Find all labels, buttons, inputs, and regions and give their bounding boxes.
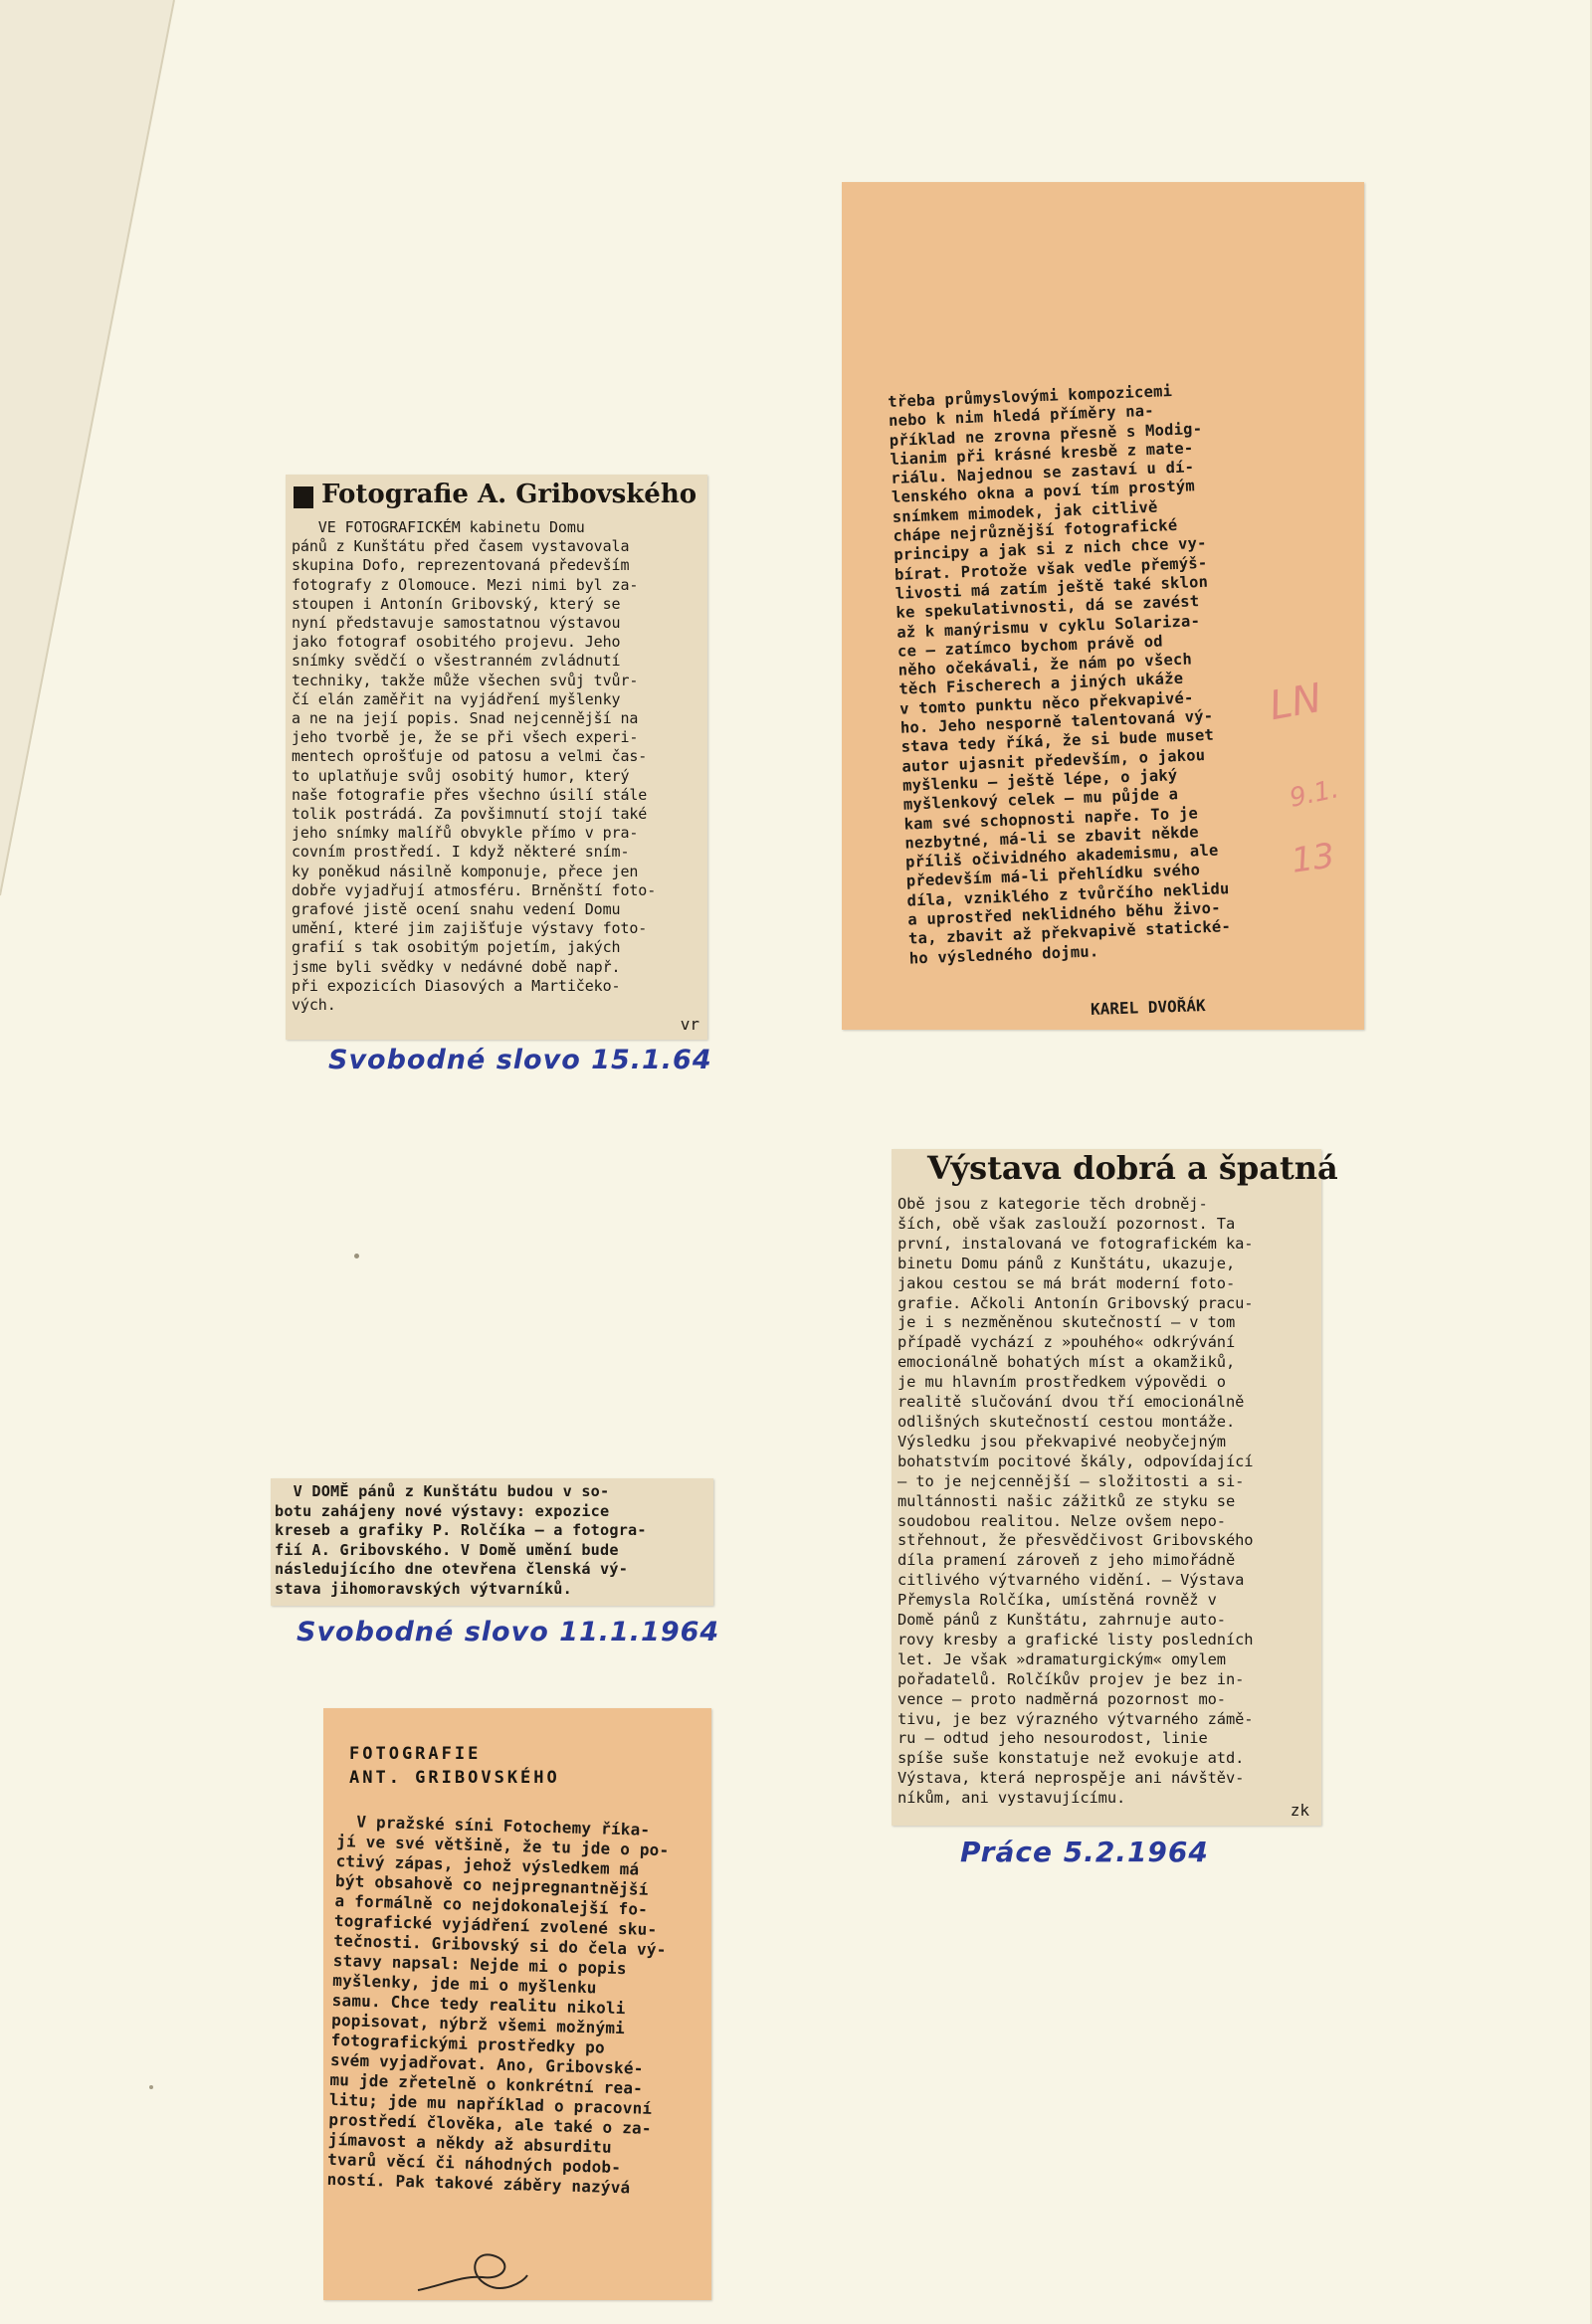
clipping-3-signature: zk [1290, 1801, 1309, 1820]
ink-scribble-mark [413, 2245, 532, 2305]
clipping-prace [892, 1149, 1338, 1826]
clipping-4-body: V DOMĚ pánů z Kunštátu budou v so- botu zahájeny nové výstavy: expozice kreseb a grafiky P. Rolčíka — a fotogra- fií A. Gribovského. V Domě umění bude následujícího dne otevřena členská vý- stava jihomoravských výtvarníků. [275, 1482, 647, 1598]
pencil-mark-date: 9.1. [1287, 774, 1342, 814]
handwritten-note-clipping-1: Svobodné slovo 15.1.64 [328, 1045, 712, 1075]
page-speck [149, 2085, 153, 2089]
clipping-fotografie-ant-gribovskeho [323, 1708, 711, 2300]
handwritten-note-clipping-4: Svobodné slovo 11.1.1964 [297, 1617, 720, 1647]
clipping-5-title-line-2: ANT. GRIBOVSKÉHO [349, 1768, 560, 1788]
clipping-1-title-row [292, 479, 703, 514]
page-speck [354, 1254, 359, 1259]
pencil-mark-page: 13 [1289, 836, 1337, 881]
clipping-5-body: V pražské síni Fotochemy říka- jí ve své většině, že tu jde o po- ctivý zápas, jehož výsledkem má být obsahově co nejpregnantnější a formálně co nejdokonalejší fo- tografické vyjádření zvolené sku- tečnosti. Gribovský si do čela vý- stavy napsal: Nejde mi o popis myšlenky, jde mi o myšlenku samu. Chce tedy realitu nikoli popisovat, nýbrž všemi možnými fotografickými prostředky po svém vyjadřovat. Ano, Gribovské- mu jde zřetelně o konkrétní rea- litu; jde mu například o pracovní prostředí člověka, ale také o za- jímavost a někdy až absurditu tvarů věcí či náhodných podob- ností. Pak takové záběry nazývá [326, 1812, 670, 2198]
clipping-3-body: Obě jsou z kategorie těch drobněj- ších, obě však zaslouží pozornost. Ta první, instalovaná ve fotografickém ka- binetu Domu pánů z Kunštátu, ukazuje, jakou cestou se má brát moderní foto- grafie. Ačkoli Antonín Gribovský pracu- je i s nezměněnou skutečností — v tom případě vychází z »pouhého« odkrývání emocionálně bohatých míst a okamžiků, je mu hlavním prostředkem výpovědi o realitě slučování dvou tří emocionálně odlišných skutečností cestou montáže. Výsledku jsou překvapivé neobyčejným bohatstvím pocitové škály, odpovídající — to je nejcennější — složitosti a si- multánnosti našic zážitků ze styku se soudobou realitou. Nelze ovšem nepo- střehnout, že přesvědčivost Gribovského díla pramení zároveň z jeho mimořádně citlivého výtvarného vidění. — Výstava Přemysla Rolčíka, umístěná rovněž v Domě pánů z Kunštátu, zahrnuje auto- rovy kresby a grafické listy posledních let. Je však »dramaturgickým« omylem pořadatelů. Rolčíkův projev je bez in- vence — proto nadměrná pozornost mo- tivu, je bez výrazného výtvarného zámě- ru — odtud jeho nesourodost, linie spíše suše konstatuje než evokuje atd. Výstava, která neprospěje ani návštěv- níkům, ani vystavujícímu. [897, 1195, 1254, 1808]
clipping-1-signature: vr [680, 1015, 699, 1034]
clipping-5-title-line-1: FOTOGRAFIE [349, 1744, 482, 1764]
bullet-square-icon [294, 486, 313, 508]
clipping-karel-dvorak [842, 182, 1364, 1030]
handwritten-note-clipping-3: Práce 5.2.1964 [960, 1836, 1209, 1868]
clipping-svobodne-slovo-2 [271, 1478, 713, 1606]
clipping-1-body: VE FOTOGRAFICKÉM kabinetu Domu pánů z Kunštátu před časem vystavovala skupina Dofo, reprezentovaná především fotografy z Olomouce. Mezi nimi byl za- stoupen i Antonín Gribovský, který se nyní představuje samostatnou výstavou jako fotograf osobitého projevu. Jeho snímky svědčí o všestranném zvládnutí techniky, takže může všechen svůj tvůr- čí elán zaměřit na vyjádření myšlenky a ne na její popis. Snad nejcennější na jeho tvorbě je, že se při všech experi- mentech oprošťuje od patosu a velmi čas- to uplatňuje svůj osobitý humor, který naše fotografie přes všechno úsilí stále tolik postrádá. Za povšimnutí stojí také jeho snímky malířů obvykle přímo v pra- covním prostředí. I když některé sním- ky poněkud násilně komponuje, přece jen dobře vyjadřují atmosféru. Brněnští foto- grafové jistě ocení snahu vedení Domu umění, které jim zajišťuje výstavy foto- grafií s tak osobitým pojetím, jakých jsme byli svědky v nedávné době např. při expozicích Diasových a Martičeko- vých. [292, 518, 657, 1015]
clipping-svobodne-slovo-1 [286, 475, 707, 1040]
clipping-3-title: Výstava dobrá a špatná [927, 1149, 1338, 1187]
clipping-2-body: třeba průmyslovými kompozicemi nebo k nim hledá příměry na- příklad ne zrovna přesně s Modig- lianim při krásné kresbě z mate- riálu. Najednou se zastaví u dí- lenského okna a poví tím prostým snímkem mimodek, jak citlivě chápe nejrůznější fotografické principy a jak si z nich chce vy- bírat. Protože však vedle přemýš- livosti má zatím ještě také sklon ke spekulativnosti, dá se zavést až k manýrismu v cyklu Solariza- ce — zatímco bychom právě od něho očekávali, že nám po všech těch Fischerech a jiných ukáže v tomto punktu něco překvapivé- ho. Jeho nesporně talentovaná vý- stava tedy říká, že si bude muset autor ujasnit především, o jakou myšlenku — ještě lépe, o jaký myšlenkový celek — mu půjde a kam své schopnosti napře. To je nezbytné, má-li se zbavit někde příliš očividného akademismu, ale především má-li přehlídku svého díla, vzniklého z tvůrčího neklidu a uprostřed neklidného běhu živo- ta, zbavit až překvapivě statické- ho výsledného dojmu. [888, 382, 1232, 968]
clipping-1-title: Fotografie A. Gribovského [321, 480, 697, 509]
clipping-2-author: KAREL DVOŘÁK [1090, 995, 1206, 1020]
pencil-mark-ln: LN [1266, 675, 1325, 730]
